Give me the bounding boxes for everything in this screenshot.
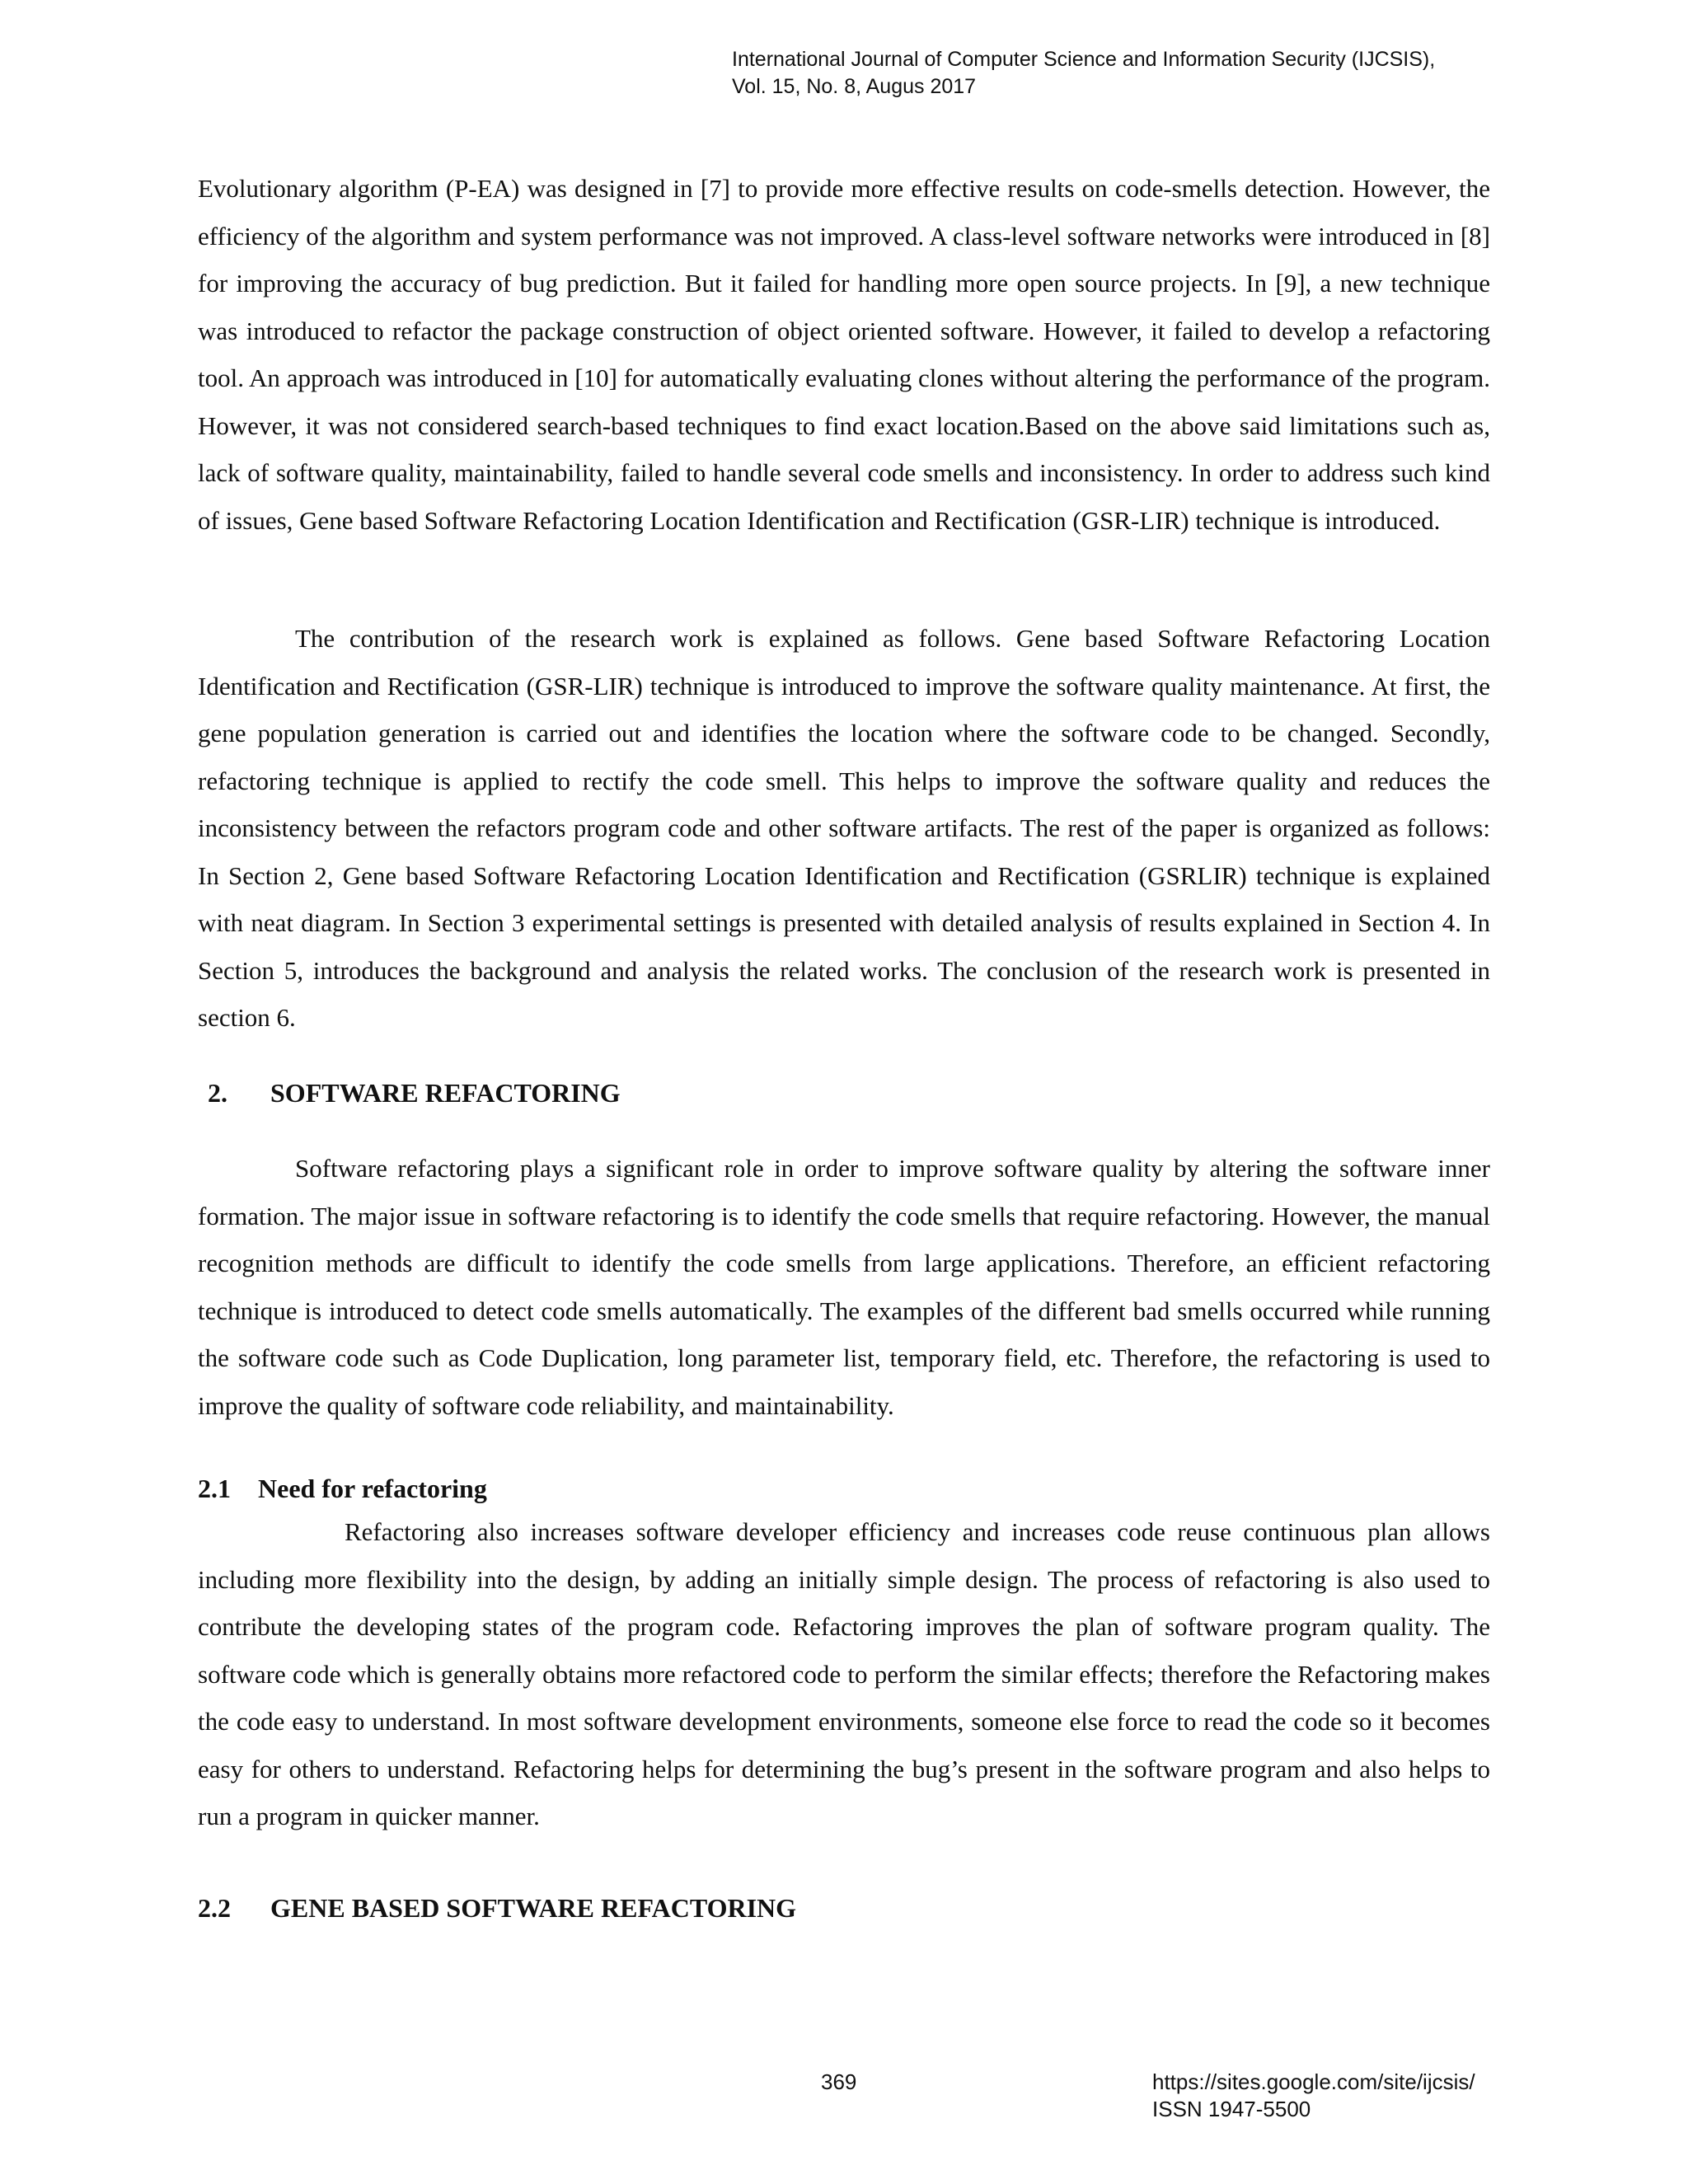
paragraph-contribution: The contribution of the research work is explained as follows. Gene based Software Refactoring Location Identification and Rectification (GSR-LIR) technique is introduced to improve the software quality maintenance. At first, the gene population generation is carried out and identifies the location where the software code to be changed. Secondly, refactoring technique is applied to rectify the code smell. This helps to improve the software quality and reduces the inconsistency between the refactors program code and other software artifacts. The rest of the paper is organized as follows: In Section 2, Gene based Software Refactoring Location Identification and Rectification (GSRLIR) technique is explained with neat diagram. In Section 3 experimental settings is presented with detailed analysis of results explained in Section 4. In Section 5, introduces the background and analysis the related works. The conclusion of the research work is presented in section 6. — [198, 624, 1490, 1032]
journal-volume: Vol. 15, No. 8, Augus 2017 — [732, 75, 977, 98]
section-2-2-number: 2.2 — [198, 1893, 231, 1923]
journal-title: International Journal of Computer Science and Information Security (IJCSIS), — [732, 48, 1436, 71]
section-2-number: 2. — [208, 1078, 227, 1108]
section-2-2-title: GENE BASED SOFTWARE REFACTORING — [270, 1893, 797, 1923]
paragraph-software-refactoring: Software refactoring plays a significant role in order to improve software quality by altering the software inner formation. The major issue in software refactoring is to identify the code smells that require refactoring. However, the manual recognition methods are difficult to identify the code smells from large applications. Therefore, an efficient refactoring technique is introduced to detect code smells automatically. The examples of the different bad smells occurred while running the software code such as Code Duplication, long parameter list, temporary field, etc. Therefore, the refactoring is used to improve the quality of software code reliability, and maintainability. — [198, 1154, 1490, 1420]
section-2-title: SOFTWARE REFACTORING — [270, 1078, 621, 1108]
footer-info — [1152, 2069, 1475, 2123]
section-2-1-heading — [198, 1472, 487, 1505]
journal-header — [732, 46, 1435, 101]
page-number: 369 — [821, 2069, 857, 2094]
section-2-heading — [208, 1076, 621, 1109]
section-2-1-title: Need for refactoring — [258, 1474, 487, 1503]
paragraph-related-work: Evolutionary algorithm (P-EA) was designed in [7] to provide more effective results on code-smells detection. However, the efficiency of the algorithm and system performance was not improved. A class-level software networks were introduced in [8] for improving the accuracy of bug prediction. But it failed for handling more open source projects. In [9], a new technique was introduced to refactor the package construction of object oriented software. However, it failed to develop a refactoring tool. An approach was introduced in [10] for automatically evaluating clones without altering the performance of the program. However, it was not considered search-based techniques to find exact location.Based on the above said limitations such as, lack of software quality, maintainability, failed to handle several code smells and inconsistency. In order to address such kind of issues, Gene based Software Refactoring Location Identification and Rectification (GSR-LIR) technique is introduced. — [198, 174, 1490, 535]
section-2-2-heading — [198, 1891, 796, 1924]
journal-url: https://sites.google.com/site/ijcsis/ — [1152, 2069, 1475, 2094]
section-2-1-number: 2.1 — [198, 1474, 231, 1503]
paragraph-need-for-refactoring: Refactoring also increases software developer efficiency and increases code reuse continuous plan allows including more flexibility into the design, by adding an initially simple design. The process of refactoring is also used to contribute the developing states of the program code. Refactoring improves the plan of software program quality. The software code which is generally obtains more refactored code to perform the similar effects; therefore the Refactoring makes the code easy to understand. In most software development environments, someone else force to read the code so it becomes easy for others to understand. Refactoring helps for determining the bug’s present in the software program and also helps to run a program in quicker manner. — [198, 1517, 1490, 1830]
issn: ISSN 1947-5500 — [1152, 2097, 1311, 2121]
